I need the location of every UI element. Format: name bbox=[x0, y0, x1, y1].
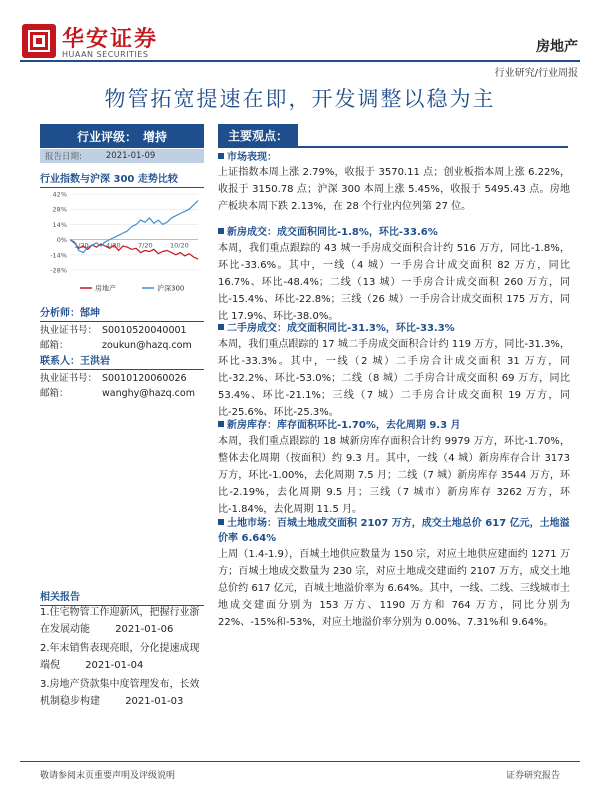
footer-report-label: 证券研究报告 bbox=[505, 771, 560, 781]
industry-rating bbox=[40, 124, 204, 148]
header-divider bbox=[20, 60, 580, 62]
bullet-square-icon bbox=[218, 153, 224, 159]
section-heading-new-home: 新房成交：成交面积同比-1.8%，环比-33.6% bbox=[218, 225, 570, 240]
contact-email bbox=[40, 385, 195, 399]
x-tick-label: 7/20 bbox=[138, 241, 153, 250]
contact-cert-value: S0010120060026 bbox=[102, 373, 187, 384]
related-report-title: 3.房地产贷款集中度管理发布，长效机制稳步构建 bbox=[40, 679, 200, 707]
chart-svg bbox=[40, 188, 204, 298]
bullet-square-icon bbox=[218, 421, 224, 427]
x-tick-label: 10/20 bbox=[170, 241, 189, 250]
sector-label: 房地产 bbox=[536, 39, 578, 55]
y-tick-label: 0% bbox=[56, 236, 67, 245]
section-heading-market: 市场表现： bbox=[218, 150, 570, 165]
related-report-item[interactable] bbox=[40, 640, 208, 674]
related-report-title: 2.年末销售表现亮眼，分化提速成现端倪 bbox=[40, 643, 200, 671]
company-name: 华安证券 bbox=[62, 26, 159, 52]
analyst-email-value: zoukun@hazq.com bbox=[102, 340, 192, 351]
x-tick-label: 1/20 bbox=[74, 241, 89, 250]
rating-value: 增持 bbox=[143, 129, 168, 144]
analyst-email bbox=[40, 337, 192, 351]
footer-disclaimer: 敬请参阅末页重要声明及评级说明 bbox=[40, 771, 176, 781]
contact-email-label: 邮箱： bbox=[40, 388, 69, 399]
main-viewpoints-header bbox=[218, 124, 568, 148]
related-report-date: 2021-01-03 bbox=[125, 696, 184, 707]
report-date-label: 报告日期: bbox=[45, 152, 82, 162]
y-tick-label: 14% bbox=[52, 220, 67, 229]
bullet-square-icon bbox=[218, 519, 224, 525]
report-date-row bbox=[40, 149, 204, 163]
related-report-item[interactable] bbox=[40, 676, 208, 710]
contact-heading: 联系人：王洪岩 bbox=[40, 352, 204, 370]
y-tick-label: 42% bbox=[52, 190, 67, 199]
section-body-land: 上周（1.4-1.9），百城土地供应数量为 150 宗，对应土地供应建面约 1271 万方；百城土地成交数量为 230 宗，对应土地成交建面约 2107 万方，成交土地总价约 617 亿元，百城土地溢价率为 6.64%。其中，一线、二线、三线城市土地成交建面分别为 153 万方、1190 万方和 764 万方，同比分别为 22%、-15%和-53%，对应土地溢价率分别为 0.00%、7.31%和 9.64%。 bbox=[218, 549, 570, 628]
section-body-resale: 本周，我们重点跟踪的 17 城二手房成交面积合计约 119 万方，同比-31.3%，环比-33.3%。其中，一线（2 城）二手房合计成交面积 31 万方，同比-32.2%、环比-53.0%；二线（8 城）二手房合计成交面积 69 万方，同比 53.4%、环比-21.1%；三线（7 城）二手房合计成交面积 19 万方，同比-25.6%、环比-25.3%。 bbox=[218, 339, 570, 418]
related-report-date: 2021-01-06 bbox=[115, 624, 174, 635]
footer-divider bbox=[20, 761, 580, 762]
related-report-item[interactable] bbox=[40, 604, 208, 638]
analyst-cert-value: S0010520040001 bbox=[102, 325, 187, 336]
index-comparison-chart bbox=[40, 188, 204, 298]
rating-label: 行业评级： bbox=[76, 129, 137, 144]
related-report-title: 1.住宅物管工作迎新风，把握行业浙在发展动能 bbox=[40, 607, 200, 635]
y-tick-label: 28% bbox=[52, 205, 67, 214]
analyst-email-label: 邮箱： bbox=[40, 340, 69, 351]
section-heading-resale: 二手房成交：成交面积同比-31.3%，环比-33.3% bbox=[218, 321, 570, 336]
company-name-en: HUAAN SECURITIES bbox=[62, 50, 149, 59]
section-heading-inventory: 新房库存：库存面积环比-1.70%，去化周期 9.3 月 bbox=[218, 418, 570, 433]
legend-label: 沪深300 bbox=[157, 284, 185, 293]
bullet-square-icon bbox=[218, 228, 224, 234]
analyst-heading: 分析师：郜坤 bbox=[40, 304, 204, 322]
section-heading-land: 土地市场：百城土地成交面积 2107 万方，成交土地总价 617 亿元，土地溢价率 6.64% bbox=[218, 518, 570, 544]
report-date: 2021-01-09 bbox=[105, 151, 156, 161]
section-body-inventory: 本周，我们重点跟踪的 18 城新房库存面积合计约 9979 万方，环比-1.70%，整体去化周期（按面积）约 9.3 月。其中，一线（4 城）新房库存合计 3173 万方，环比-1.00%，去化周期 7.5 月；二线（7 城）新房库存 3544 万方，环比-2.19%，去化周期 9.5 月；三线（7 城市）新房库存 3262 万方，环比-1.84%，去化周期 11.5 月。 bbox=[218, 436, 570, 515]
analyst-cert-label: 执业证书号： bbox=[40, 325, 98, 336]
contact-cert bbox=[40, 370, 187, 384]
report-type: 行业研究/行业周报 bbox=[494, 68, 578, 79]
legend-label: 房地产 bbox=[95, 284, 116, 293]
chart-heading: 行业指数与沪深 300 走势比较 bbox=[40, 170, 204, 188]
main-viewpoints-title: 主要观点： bbox=[218, 124, 298, 146]
analyst-cert bbox=[40, 322, 187, 336]
y-tick-label: -28% bbox=[50, 266, 67, 275]
company-logo bbox=[22, 24, 56, 58]
related-reports-heading: 相关报告 bbox=[40, 588, 204, 606]
y-tick-label: -14% bbox=[50, 251, 67, 260]
section-body-market: 上证指数本周上涨 2.79%，收报于 3570.11 点；创业板指本周上涨 6.22%，收报于 3150.78 点；沪深 300 本周上涨 5.45%，收报于 5495.43 点。房地产板块本周下跌 2.13%，在 28 个行业内位列第 27 位。 bbox=[218, 167, 570, 212]
section-body-new-home: 本周，我们重点跟踪的 43 城一手房成交面积合计约 516 万方，同比-1.8%，环比-33.6%。其中，一线（4 城）一手房合计成交面积 82 万方，同比 16.7%、环比-48.4%；二线（13 城）一手房合计成交面积 260 万方，同比-15.4%、环比-22.8%；三线（26 城）一手房合计成交面积 175 万方，同比 17.9%、环比-38.0%。 bbox=[218, 243, 570, 322]
contact-email-value: wanghy@hazq.com bbox=[102, 388, 195, 399]
bullet-square-icon bbox=[218, 324, 224, 330]
report-title: 物管拓宽提速在即，开发调整以稳为主 bbox=[104, 87, 496, 111]
related-report-date: 2021-01-04 bbox=[85, 660, 144, 671]
x-tick-label: 4/20 bbox=[106, 241, 121, 250]
contact-cert-label: 执业证书号： bbox=[40, 373, 98, 384]
